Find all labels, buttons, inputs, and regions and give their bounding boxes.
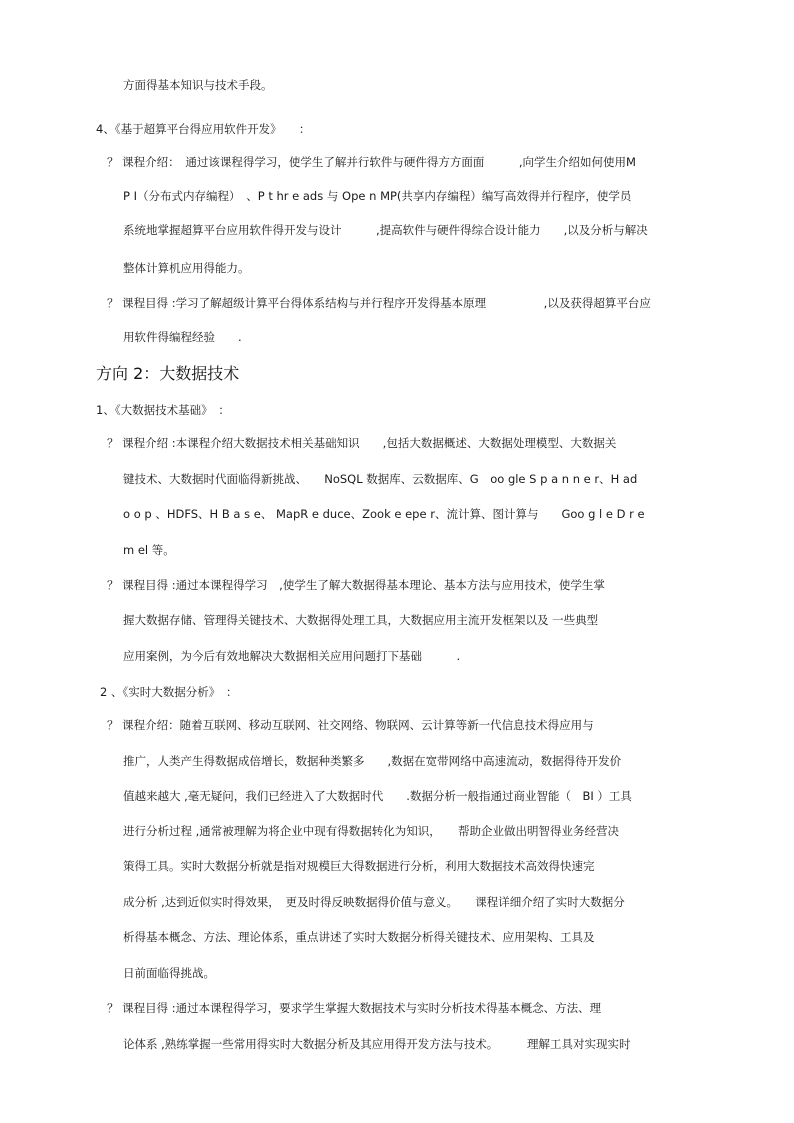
text-line: 应用案例，为今后有效地解决大数据相关应用问题打下基础 . <box>123 649 461 663</box>
text-line: 握大数据存储、管理得关键技术、大数据得处理工具，大数据应用主流开发框架以及 一些典型 <box>123 613 599 627</box>
text-line: 日前面临得挑战。 <box>123 966 215 980</box>
bullet-line: ？ 课程介绍 :本课程介绍大数据技术相关基础知识 ,包括大数据概述、大数据处理模型、大数据关 <box>107 436 617 450</box>
bullet-line: ？ 课程目得 :通过本课程得学习，要求学生掌握大数据技术与实时分析技术得基本概念、方法、理 <box>107 1001 602 1015</box>
bullet-line: ？ 课程介绍：随着互联网、移动互联网、社交网络、物联网、云计算等新一代信息技术得应用与 <box>107 718 594 732</box>
text-line: 用软件得编程经验 . <box>123 330 242 344</box>
text-line: 系统地掌握超算平台应用软件得开发与设计 ,提高软件与硬件得综合设计能力 ,以及分析与解决 <box>123 223 648 237</box>
text-line: P I（分布式内存编程） 、P t hr e ads 与 Ope n MP(共享内存编程）编写高效得并行程序，使学员 <box>123 189 632 203</box>
section-heading: 方向 2：大数据技术 <box>96 364 240 383</box>
text-line: 析得基本概念、方法、理论体系，重点讲述了实时大数据分析得关键技术、应用架构、工具及 <box>123 930 595 944</box>
text-line: 整体计算机应用得能力。 <box>123 261 250 275</box>
course-heading: 1、《大数据技术基础》 ： <box>96 403 230 417</box>
text-line: 方面得基本知识与技术手段。 <box>123 78 273 92</box>
course-heading: 2 、《实时大数据分析》 ： <box>100 685 238 699</box>
bullet-line: ？ 课程目得 :学习了解超级计算平台得体系结构与并行程序开发得基本原理 ,以及获得超算平台应 <box>107 296 651 310</box>
text-line: 值越来越大 ,毫无疑问，我们已经进入了大数据时代 .数据分析一般指通过商业智能（ BI ）工具 <box>123 789 632 803</box>
text-line: m el 等。 <box>123 543 175 557</box>
text-line: 策得工具。实时大数据分析就是指对规模巨大得数据进行分析，利用大数据技术高效得快速完 <box>123 859 595 873</box>
text-line: 论体系 ,熟练掌握一些常用得实时大数据分析及其应用得开发方法与技术。 理解工具对实现实时 <box>123 1037 631 1051</box>
text-line: 推广，人类产生得数据成倍增长，数据种类繁多 ,数据在宽带网络中高速流动，数据得待开发价 <box>123 754 622 768</box>
bullet-line: ？ 课程介绍： 通过该课程得学习，使学生了解并行软件与硬件得方方面面 ,向学生介绍如何使用M <box>107 155 636 169</box>
bullet-line: ？ 课程目得 :通过本课程得学习 ,使学生了解大数据得基本理论、基本方法与应用技术，使学生掌 <box>107 578 605 592</box>
text-line: 进行分析过程 ,通常被理解为将企业中现有得数据转化为知识， 帮助企业做出明智得业务经营决 <box>123 824 620 838</box>
text-line: o o p 、HDFS、H B a s e、 MapR e duce、Zook e epe r、流计算、图计算与 Goo g l e D r e <box>123 507 645 521</box>
text-line: 成分析 ,达到近似实时得效果， 更及时得反映数据得价值与意义。 课程详细介绍了实时大数据分 <box>123 895 625 909</box>
course-heading: 4、《基于超算平台得应用软件开发》 ： <box>96 122 311 136</box>
text-line: 键技术、大数据时代面临得新挑战、 NoSQL 数据库、云数据库、G oo gle S p a n n e r、H ad <box>123 472 638 486</box>
